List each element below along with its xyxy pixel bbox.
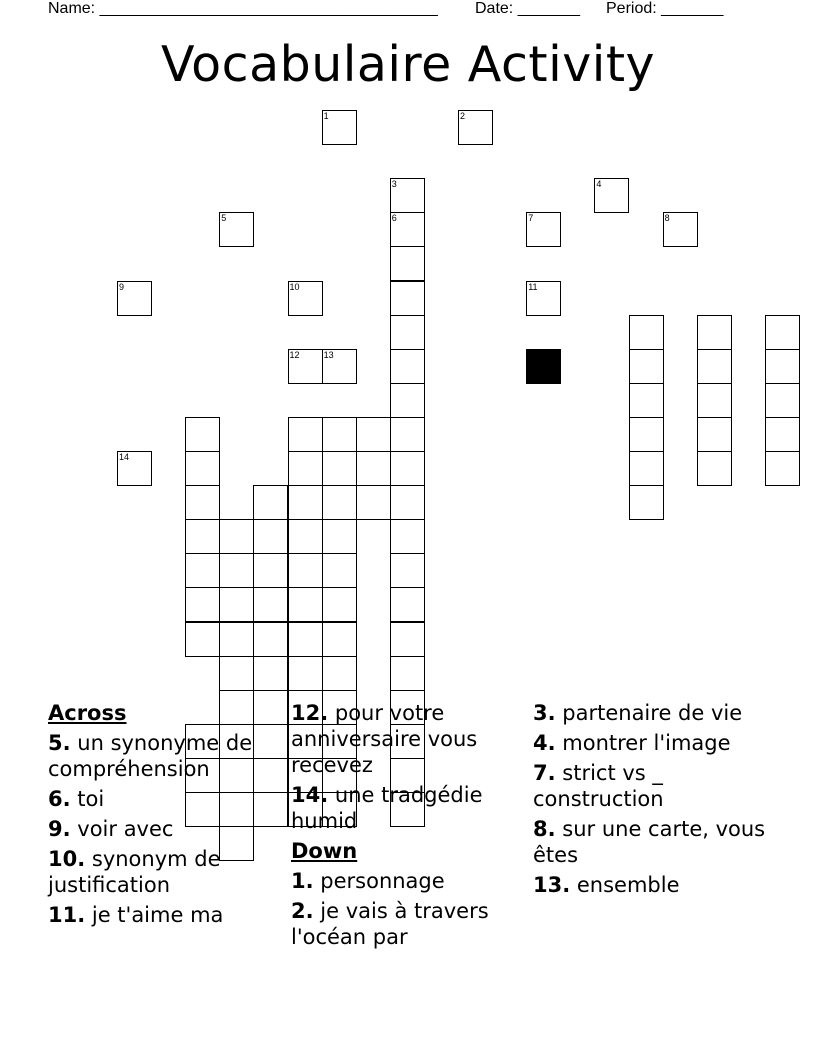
clue-number: 6 [391, 213, 397, 224]
crossword-cell[interactable] [322, 485, 357, 520]
clue-number-label: 14. [291, 783, 329, 807]
clue-text: une tradgédie humid [291, 783, 483, 833]
crossword-cell[interactable] [356, 417, 391, 452]
crossword-cell[interactable] [185, 519, 220, 554]
crossword-cell[interactable] [219, 553, 254, 588]
crossword-black-cell [526, 349, 561, 384]
crossword-cell[interactable] [697, 315, 732, 350]
clue-text: je t'aime ma [85, 903, 224, 927]
crossword-cell[interactable] [219, 622, 254, 657]
crossword-cell[interactable] [288, 656, 323, 691]
clue-number-label: 7. [533, 761, 556, 785]
crossword-cell[interactable] [629, 451, 664, 486]
crossword-cell[interactable] [390, 349, 425, 384]
crossword-cell[interactable] [253, 587, 288, 622]
clue-item [291, 868, 531, 894]
crossword-cell[interactable] [288, 485, 323, 520]
crossword-cell[interactable] [594, 178, 629, 213]
clue-item [533, 700, 773, 726]
clue-number-label: 4. [533, 731, 556, 755]
crossword-cell[interactable] [253, 656, 288, 691]
clue-number-label: 11. [48, 903, 86, 927]
crossword-cell[interactable] [322, 553, 357, 588]
crossword-cell[interactable] [390, 451, 425, 486]
clue-text: pour votre anniversaire vous recevez [291, 701, 478, 777]
crossword-cell[interactable] [390, 383, 425, 418]
period-field-label[interactable]: Period: _______ [606, 0, 724, 17]
crossword-cell[interactable] [629, 349, 664, 384]
clue-item [533, 872, 773, 898]
clue-number: 11 [528, 281, 538, 292]
clue-item [48, 786, 288, 812]
crossword-cell[interactable] [185, 587, 220, 622]
crossword-cell[interactable] [356, 451, 391, 486]
clue-number: 10 [289, 281, 300, 292]
crossword-cell[interactable] [629, 485, 664, 520]
clue-text: un synonyme de compréhension [48, 731, 253, 781]
crossword-grid [0, 0, 816, 500]
clue-text: partenaire de vie [555, 701, 743, 725]
crossword-cell[interactable] [185, 417, 220, 452]
crossword-cell[interactable] [629, 417, 664, 452]
clue-text: sur une carte, vous êtes [533, 817, 766, 867]
crossword-cell[interactable] [765, 417, 800, 452]
crossword-cell[interactable] [390, 246, 425, 281]
clue-text: personnage [313, 869, 445, 893]
crossword-cell[interactable] [185, 451, 220, 486]
crossword-cell[interactable] [322, 349, 357, 384]
crossword-cell[interactable] [288, 417, 323, 452]
page-title: Vocabulaire Activity [160, 36, 656, 93]
crossword-cell[interactable] [390, 656, 425, 691]
clue-number: 7 [528, 213, 534, 224]
crossword-cell[interactable] [458, 110, 493, 145]
crossword-cell[interactable] [288, 281, 323, 316]
clue-number: 12 [289, 349, 300, 360]
clue-item [533, 760, 773, 812]
clue-text: toi [70, 787, 105, 811]
crossword-cell[interactable] [322, 587, 357, 622]
crossword-cell[interactable] [765, 451, 800, 486]
crossword-cell[interactable] [390, 519, 425, 554]
crossword-cell[interactable] [322, 417, 357, 452]
crossword-cell[interactable] [390, 485, 425, 520]
crossword-cell[interactable] [322, 656, 357, 691]
clue-number: 1 [323, 111, 329, 121]
clue-number: 2 [460, 111, 466, 121]
clue-number-label: 12. [291, 701, 329, 725]
clue-item [48, 846, 288, 898]
clue-text: ensemble [570, 873, 680, 897]
clue-number-label: 8. [533, 817, 556, 841]
clue-number-label: 13. [533, 873, 571, 897]
clue-item [48, 816, 288, 842]
crossword-cell[interactable] [390, 417, 425, 452]
crossword-cell[interactable] [697, 349, 732, 384]
crossword-cell[interactable] [390, 315, 425, 350]
down-heading: Down [291, 839, 358, 863]
clue-item [291, 782, 531, 834]
crossword-cell[interactable] [390, 553, 425, 588]
crossword-cell[interactable] [219, 212, 254, 247]
crossword-cell[interactable] [185, 553, 220, 588]
crossword-cell[interactable] [288, 349, 323, 384]
clue-number-label: 9. [48, 817, 71, 841]
crossword-cell[interactable] [697, 417, 732, 452]
clue-column-1 [48, 700, 288, 932]
crossword-cell[interactable] [322, 622, 357, 657]
clue-number: 4 [596, 179, 602, 190]
crossword-cell[interactable] [219, 587, 254, 622]
crossword-cell[interactable] [629, 315, 664, 350]
crossword-cell[interactable] [288, 587, 323, 622]
clue-text: voir avec [70, 817, 174, 841]
clue-number: 14 [119, 452, 130, 462]
crossword-cell[interactable] [765, 349, 800, 384]
clue-number: 3 [391, 179, 397, 190]
clue-column-3 [533, 700, 773, 902]
clue-item [533, 730, 773, 756]
crossword-cell[interactable] [390, 212, 425, 247]
crossword-cell[interactable] [322, 451, 357, 486]
clue-text: je vais à travers l'océan par [291, 899, 489, 949]
crossword-cell[interactable] [390, 178, 425, 213]
crossword-cell[interactable] [219, 519, 254, 554]
crossword-cell[interactable] [697, 451, 732, 486]
crossword-cell[interactable] [526, 212, 561, 247]
crossword-cell[interactable] [390, 587, 425, 622]
clue-item [48, 730, 288, 782]
clue-number-label: 3. [533, 701, 556, 725]
crossword-cell[interactable] [526, 281, 561, 316]
clue-item [48, 902, 288, 928]
crossword-cell[interactable] [390, 281, 425, 316]
crossword-cell[interactable] [117, 451, 152, 486]
crossword-cell[interactable] [288, 553, 323, 588]
clue-item [533, 816, 773, 868]
crossword-cell[interactable] [765, 383, 800, 418]
clue-number-label: 1. [291, 869, 314, 893]
across-heading: Across [48, 701, 127, 725]
clue-number: 8 [664, 213, 670, 224]
clue-text: montrer l'image [555, 731, 731, 755]
name-field-label[interactable]: Name: ______________________________________ [48, 0, 438, 17]
crossword-cell[interactable] [288, 451, 323, 486]
crossword-cell[interactable] [697, 383, 732, 418]
clue-text: synonym de justification [48, 847, 221, 897]
date-field-label[interactable]: Date: _______ [475, 0, 580, 17]
crossword-cell[interactable] [185, 485, 220, 520]
crossword-cell[interactable] [288, 622, 323, 657]
crossword-cell[interactable] [219, 656, 254, 691]
clue-column-2 [291, 700, 531, 954]
clue-text: strict vs _ construction [533, 761, 664, 811]
crossword-cell[interactable] [253, 622, 288, 657]
crossword-cell[interactable] [185, 622, 220, 657]
clue-item [291, 700, 531, 778]
clue-number-label: 10. [48, 847, 86, 871]
crossword-cell[interactable] [663, 212, 698, 247]
crossword-cell[interactable] [288, 519, 323, 554]
crossword-cell[interactable] [629, 383, 664, 418]
crossword-cell[interactable] [390, 622, 425, 657]
clue-number: 13 [323, 349, 334, 360]
crossword-cell[interactable] [253, 485, 288, 520]
crossword-cell[interactable] [253, 553, 288, 588]
crossword-cell[interactable] [765, 315, 800, 350]
crossword-cell[interactable] [322, 519, 357, 554]
clue-number-label: 2. [291, 899, 314, 923]
crossword-cell[interactable] [253, 519, 288, 554]
clue-number: 9 [119, 281, 125, 292]
crossword-cell[interactable] [322, 110, 357, 145]
crossword-cell[interactable] [356, 485, 391, 520]
clue-number-label: 5. [48, 731, 71, 755]
clue-item [291, 898, 531, 950]
crossword-cell[interactable] [117, 281, 152, 316]
clue-number: 5 [221, 213, 227, 224]
clue-number-label: 6. [48, 787, 71, 811]
